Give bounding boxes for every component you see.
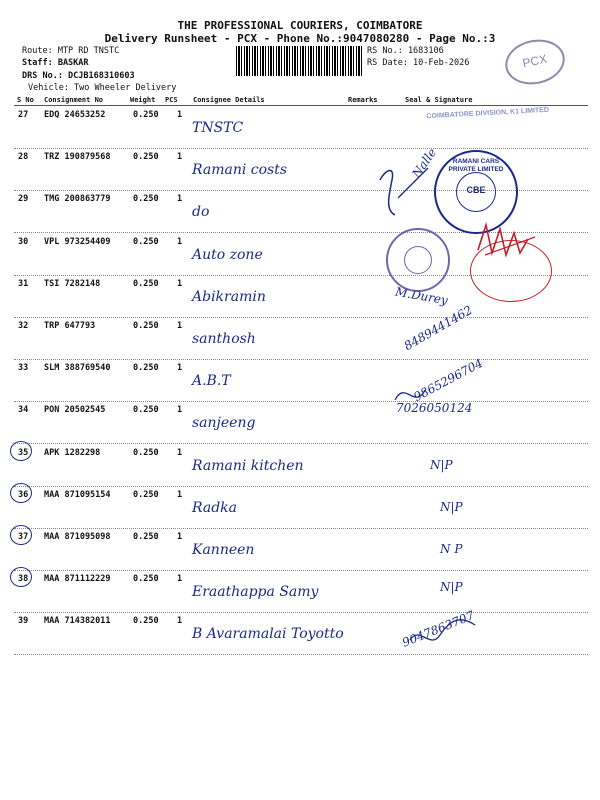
route-label: Route: MTP RD TNSTC: [22, 46, 120, 56]
ramani-stamp-text: RAMANI CARS PRIVATE LIMITED: [448, 158, 504, 173]
row-consignee: Auto zone: [192, 246, 263, 263]
row-weight: 0.250: [133, 532, 159, 542]
col-weight: Weight: [130, 96, 156, 104]
col-consignee: Consignee Details: [193, 96, 265, 104]
row-signature: 9047863707: [400, 608, 477, 651]
row-pcs: 1: [177, 110, 183, 120]
row-signature: 7026050124: [396, 401, 473, 416]
row-sno: 39: [18, 616, 29, 627]
row-consignee: sanjeeng: [192, 415, 256, 432]
row-weight: 0.250: [133, 236, 159, 247]
rs-date: RS Date: 10-Feb-2026: [367, 58, 470, 68]
ramani-stamp-center: CBE: [466, 185, 486, 195]
row-sno: 38: [18, 574, 29, 585]
row-sno: 34: [18, 405, 29, 416]
row-weight: 0.250: [133, 616, 159, 627]
row-signature: 9865296704: [411, 356, 486, 405]
division-stamp-text: COIMBATORE DIVISION, K1 LIMITED: [426, 106, 550, 121]
row-consignee: Ramani costs: [192, 162, 288, 179]
row-weight: 0.250: [133, 110, 159, 120]
row-weight: 0.250: [133, 405, 159, 416]
row-sno: 29: [18, 194, 29, 205]
rs-number: RS No.: 1683106: [367, 46, 444, 56]
row-consignment: MAA 871112229: [44, 574, 111, 585]
row-consignment: EDQ 24653252: [44, 110, 106, 120]
row-signature: N P: [440, 542, 463, 556]
row-weight: 0.250: [133, 363, 159, 374]
col-remarks: Remarks: [348, 96, 378, 104]
row-pcs: 1: [177, 194, 183, 205]
row-sno: 37: [18, 532, 29, 542]
row-weight: 0.250: [133, 321, 159, 331]
row-weight: 0.250: [133, 194, 159, 205]
row-consignee: do: [192, 204, 210, 221]
row-pcs: 1: [177, 278, 183, 289]
row-pcs: 1: [177, 363, 183, 374]
col-pcs: PCS: [165, 96, 178, 104]
row-weight: 0.250: [133, 278, 159, 289]
row-sno: 35: [18, 447, 29, 458]
row-sno: 31: [18, 278, 29, 289]
row-consignee: A.B.T: [192, 373, 231, 390]
row-weight: 0.250: [133, 489, 159, 500]
row-signature: Nalle: [409, 145, 440, 181]
row-consignment: SLM 388769540: [44, 363, 111, 374]
row-pcs: 1: [177, 405, 183, 416]
row-consignment: APK 1282298: [44, 447, 101, 458]
row-sno: 33: [18, 363, 29, 374]
vehicle-label: Vehicle: Two Wheeler Delivery: [28, 83, 177, 93]
row-weight: 0.250: [133, 574, 159, 585]
row-weight: 0.250: [133, 152, 159, 163]
row-consignment: MAA 714382011: [44, 616, 111, 627]
row-consignee: Abikramin: [192, 288, 266, 305]
col-seal: Seal & Signature: [405, 96, 473, 104]
row-consignee: Ramani kitchen: [192, 457, 304, 474]
runsheet-subtitle: Delivery Runsheet - PCX - Phone No.:9047080280 - Page No.:3: [104, 32, 496, 45]
row-pcs: 1: [177, 152, 183, 163]
row-pcs: 1: [177, 321, 183, 331]
row-consignee: Eraathappa Samy: [192, 584, 319, 601]
row-consignee: B Avaramalai Toyotto: [192, 626, 344, 643]
row-consignee: Radka: [192, 499, 238, 516]
row-consignment: PON 20502545: [44, 405, 106, 416]
row-sno: 36: [18, 489, 29, 500]
row-consignment: TRZ 190879568: [44, 152, 111, 163]
row-pcs: 1: [177, 574, 183, 585]
row-pcs: 1: [177, 236, 183, 247]
row-signature: 8489441462: [401, 302, 475, 354]
col-sno: S No: [17, 96, 34, 104]
row-sno: 30: [18, 236, 29, 247]
row-consignee: santhosh: [192, 331, 256, 347]
row-consignment: MAA 871095154: [44, 489, 111, 500]
company-title: THE PROFESSIONAL COURIERS, COIMBATORE: [177, 19, 423, 32]
drs-label: DRS No.: DCJB168310603: [22, 71, 135, 81]
row-pcs: 1: [177, 532, 183, 542]
row-sno: 32: [18, 321, 29, 331]
row-consignee: Kanneen: [192, 542, 255, 558]
row-signature: M.Durey: [394, 284, 449, 308]
row-signature: N|P: [440, 580, 463, 595]
row-consignment: TRP 647793: [44, 321, 96, 331]
row-consignment: TSI 7282148: [44, 278, 101, 289]
pcx-stamp-text: PCX: [521, 51, 549, 71]
row-consignment: TMG 200863779: [44, 194, 111, 205]
staff-label: Staff: BASKAR: [22, 58, 89, 68]
row-signature: N|P: [430, 457, 453, 472]
row-sno: 28: [18, 152, 29, 163]
row-signature: N|P: [440, 499, 463, 514]
col-consignment: Consignment No: [44, 96, 104, 104]
row-consignment: VPL 973254409: [44, 236, 111, 247]
row-sno: 27: [18, 110, 29, 120]
row-consignment: MAA 871095098: [44, 532, 111, 542]
row-pcs: 1: [177, 489, 183, 500]
row-pcs: 1: [177, 447, 183, 458]
row-weight: 0.250: [133, 447, 159, 458]
row-pcs: 1: [177, 616, 183, 627]
row-consignee: TNSTC: [192, 120, 244, 136]
